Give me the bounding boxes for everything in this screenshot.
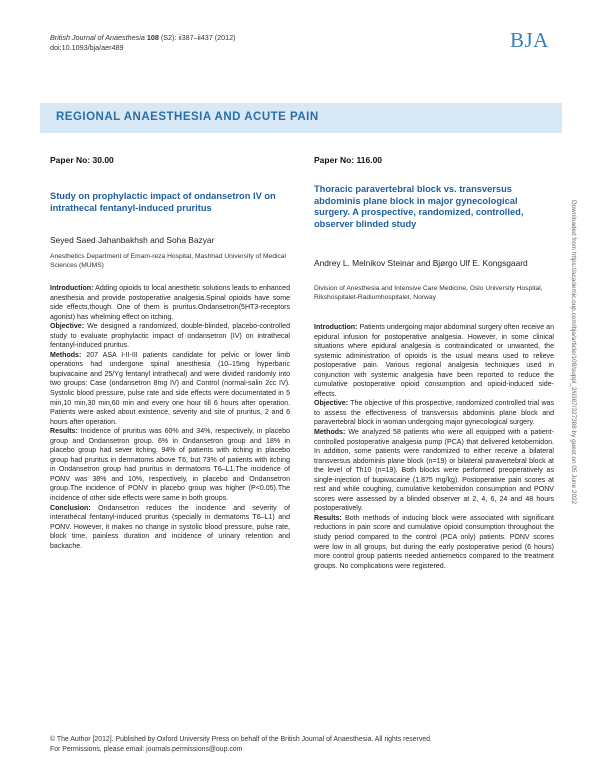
right-introduction: Introduction: Patients undergoing major abdominal surgery often receive an epidural infusion for postoperative analgesia. However, in some clinical situations where epidural analgesia is contraindicated or unwanted, the systemic administration of opioids is the usual means used to relieve postoperative pain. Various regional analgesia techniques used in conjunction with systemic analgesia have been reported to reduce the cumulative postoperative opioid consumption and opioid-induced side-effects. (314, 324, 554, 398)
right-results: Results: Both methods of inducing block were associated with significant reductions in pain score and cumulative opioid consumption throughout the study period compared to the control (PCA only) patients. PONV scores were low in all groups, but during the early postoperative period (6 hours) more control group patients needed antiemetics compared to the treatment groups. No complications were registered. (314, 514, 554, 570)
copyright-footer (50, 735, 432, 755)
journal-citation (50, 33, 236, 52)
right-objective: Objective: The objective of this prospective, randomized controlled trial was to assess the effectiveness of transversus abdominis plane block and paravertebral block in woman undergoing major gynecological surgery. (314, 400, 554, 427)
right-methods: Methods: We analyzed 58 patients who were all equipped with a patient-controlled postoperative analgesia pump (PCA) that delivered ketobemidon. In addition, some patients were randomized to either receive a bilateral transversus abdominis plane block (n=19) or bilateral paravertebral block at the level of Th10 (n=19). Both blocks were performed preoperatively as single-injection of bupivacaine (1.875 mg/kg). Postoperative pain scores at rest and while coughing, cumulative ketobemidon consumption and PONV scores were assessed by a blinded observer at 2, 4, 6, 24 and 48 hours postoperatively. (314, 429, 554, 513)
journal-name: British Journal of Anaesthesia (50, 33, 145, 42)
right-abstract (314, 323, 554, 571)
left-paper-number: Paper No: 30.00 (50, 155, 114, 165)
left-affiliation: Anesthetics Department of Emam-reza Hospital, Mashhad University of Medical Sciences (MUMS) (50, 253, 287, 269)
left-introduction: Introduction: Adding opioids to local anesthetic solutions leads to enhanced anesthesia and provide postoperative analgesia.Spinal opioids have some side effects,though. One of them is pruritus.Ondansetron(5HT3-receptors agonist) has whelming effect on itching. (50, 285, 290, 321)
left-methods: Methods: 207 ASA I-II-III patients candidate for pelvic or lower limb operations had undergone spinal anesthesia (10–15mg hyperbaric bupivacaine and 25/Yg fentanyl intrathecal) and were divided randomly into two groups: Case (ondansetron 8mg IV) and Control (normal-salin 2cc IV). Systolic blood pressure, pulse rate and side effects were documentated in 5 min,10 min,30 min,60 min and every one hour till 6 hours after operation. Patients were asked about existence, severity and site of pruritus, 2 and 6 hours after operation. (50, 351, 290, 426)
right-affiliation: Division of Anesthesia and Intensive Care Medicine, Oslo University Hospital, Rikshospitalet-Radiumhospitalet, Norway (314, 285, 543, 301)
bja-logo: BJA (510, 28, 549, 52)
left-conclusion: Conclusion: Ondansetron reduces the incidence and severity of interathecal fentanyl-induced pruritus (specially in dermatoms T6–L1) and PONV. However, it makes no change in systolic blood pressure, pulse rate, block time, painless duration and incidence of urinary retention and backache. (50, 504, 290, 550)
journal-issue-pages: (S2): ii387–ii437 (2012) (160, 33, 236, 42)
left-paper-title: Study on prophylactic impact of ondansetron IV on intrathecal fentanyl-induced pruritus (50, 191, 276, 213)
left-results: Results: Incidence of pruritus was 60% and 34%, respectively, in placebo group and Ondansetron group. 6% in Ondansetron group and 18% in placebo group had sever itching. 94% of patients with itching in placebo group had pruritus in dermatoms above T6, but 73% of patients with itching in Ondansetron group had pruritus in dermatoms T6–L1.The incidence of PONV was 38% and 10%, respectively, in placebo and Ondansetron group.The incidence of PONV in placebo group was higher (P<0.05).The incidence of other side effects were same in both groups. (50, 428, 290, 503)
right-paper-number: Paper No: 116.00 (314, 155, 383, 165)
right-paper-title: Thoracic paravertebral block vs. transversus abdominis plane block in major gynecological surgery. A prospective, randomized, controlled, observer blinded study (314, 184, 524, 229)
permissions-line: For Permissions, please email: journals.permissions@oup.com (50, 746, 243, 753)
left-objective: Objective: We designed a randomized, double-blinded, placebo-controlled study to evaluate prophylactic impact of ondansetron (IV) on intrathecal fentanyl-induced pruritus. (50, 323, 290, 350)
journal-doi: doi:10.1093/bja/aer489 (50, 42, 124, 52)
left-abstract (50, 284, 290, 551)
left-authors: Seyed Saed Jahanbakhsh and Soha Bazyar (50, 235, 215, 245)
right-authors: Andrey L. Melnikov Steinar and Bjørgo Ulf E. Kongsgaard (314, 258, 528, 268)
download-watermark: Downloaded from https://academic.oup.com/bja/article/108/suppl_2/ii387/327388 by guest on 05 June 2022 (570, 200, 577, 505)
copyright-line: © The Author [2012]. Published by Oxford University Press on behalf of the British Journal of Anaesthesia. All rights reserved. (50, 736, 432, 743)
section-title: REGIONAL ANAESTHESIA AND ACUTE PAIN (56, 111, 319, 123)
journal-volume: 108 (146, 33, 159, 42)
section-header (40, 103, 562, 133)
